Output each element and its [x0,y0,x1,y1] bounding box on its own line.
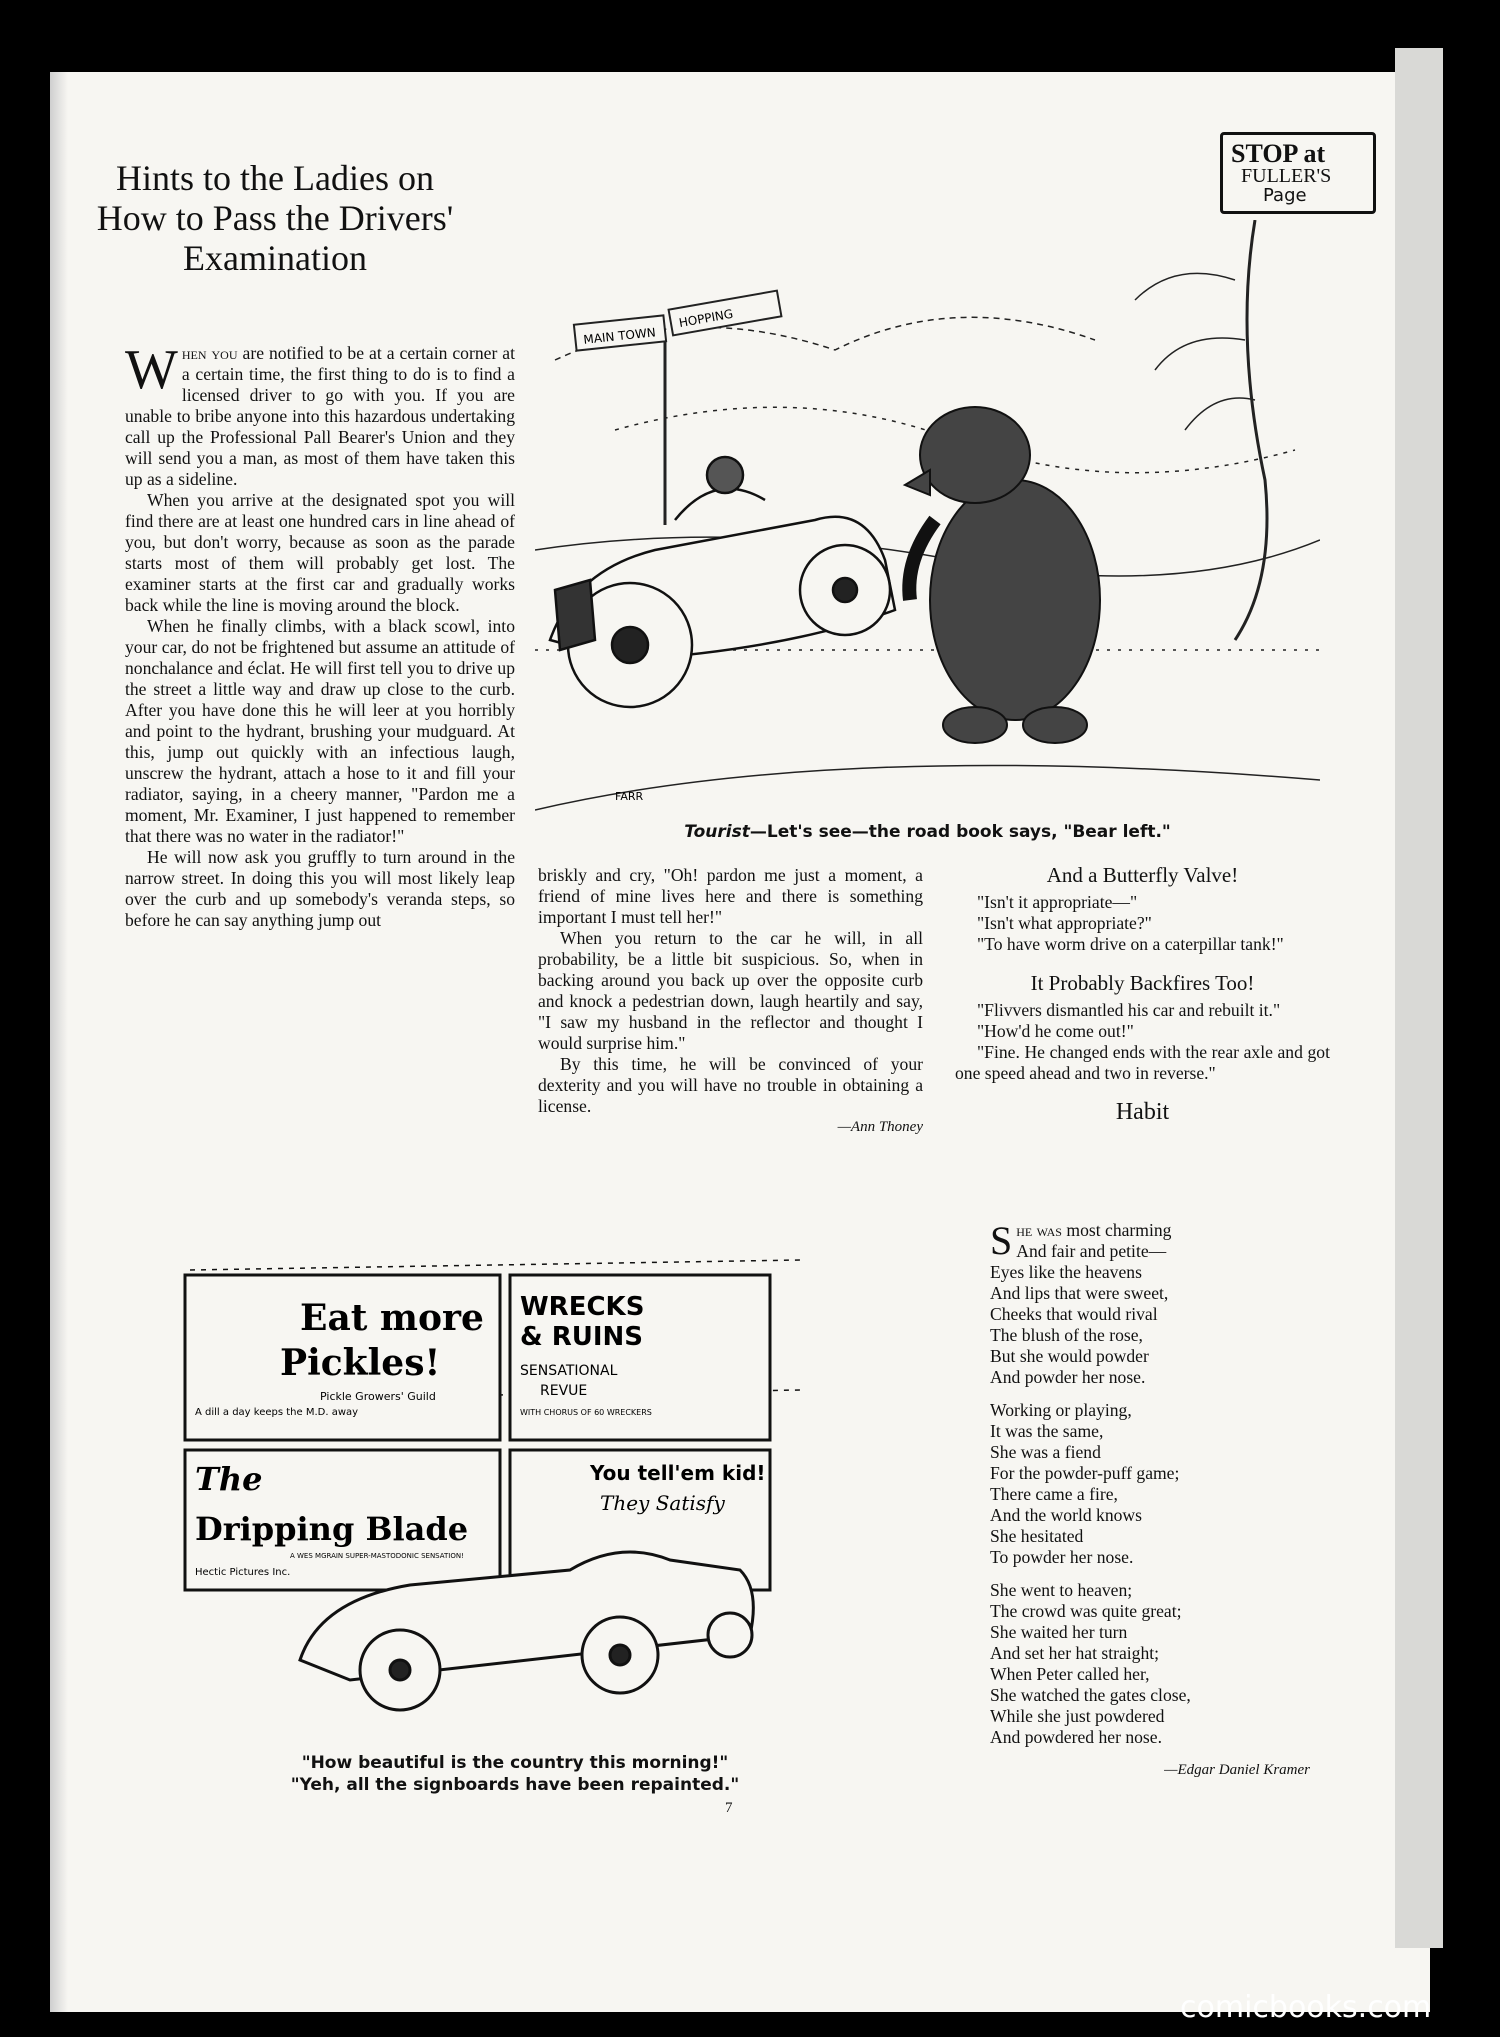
poem-line: The blush of the rose, [990,1325,1143,1345]
watermark: comicbooks.com [1180,1990,1432,2025]
poem-line: She was a fiend [990,1442,1101,1462]
article-paragraph-2: When you arrive at the designated spot you will find there are at least one hundred cars in line ahead of you, but don't worry, because as soon as the parade starts most of them will probably get lost. The examiner starts at the first car and gradually works back while the line is moving around the block. [125,490,515,615]
billboard-wrecks-sub-2: REVUE [540,1383,588,1399]
article-paragraph-5: briskly and cry, "Oh! pardon me just a moment, a friend of mine lives here and there is something important I must tell her!" [538,865,923,927]
joke1-title: And a Butterfly Valve! [1046,863,1239,887]
poem-title: Habit [1115,1099,1170,1125]
page-edge [1395,48,1443,1948]
billboard-blade-title-2: Dripping Blade [195,1510,469,1548]
sign-main-town: MAIN TOWN [582,325,657,347]
joke1-line-2: "Isn't what appropriate?" [977,913,1152,933]
poem-line: But she would powder [990,1346,1149,1366]
billboard-wrecks-sub-1: SENSATIONAL [520,1363,618,1379]
joke2-line-1: "Flivvers dismantled his car and rebuilt it." [977,1000,1281,1020]
joke2-line-3: "Fine. He changed ends with the rear axle and got one speed ahead and two in reverse." [955,1042,1330,1083]
article-lead-smallcaps: hen you [181,343,238,363]
poem-line: And powder her nose. [990,1367,1146,1387]
poem-line: Cheeks that would rival [990,1304,1158,1324]
joke2-title: It Probably Backfires Too! [1030,971,1255,995]
stamp-line-1: STOP at [1231,139,1326,168]
bear-cartoon-caption [535,822,1320,842]
article-column-1 [125,339,516,931]
article-title: Hints to the Ladies on How to Pass the Drivers' Examination [96,158,454,278]
signpost [574,291,782,351]
billboard-pickles-title-2: Pickles! [280,1342,441,1384]
article-paragraph-3: When he finally climbs, with a black scowl, into your car, do not be frightened but assume an attitude of nonchalance and éclat. He will first tell you to drive up the street a little way and draw up close to the curb. After you have done this he will leer at you horribly and point to the hydrant, brushing your mudguard. At this, jump out quickly with an infectious laugh, unscrew the hydrant, attach a hose to it and fill your radiator, saying, in a cheery manner, "Pardon me a moment, Mr. Examiner, I just happened to remember that there was no water in the radiator!" [125,616,515,846]
poem-line: While she just powdered [990,1706,1165,1726]
jokes-column [955,865,1330,1129]
poem-dropcap: S [990,1218,1013,1263]
poem-line: She hesitated [990,1526,1084,1546]
sign-hopping: HOPPING [677,306,735,331]
poem-line: The crowd was quite great; [990,1601,1182,1621]
poem-line: For the powder-puff game; [990,1463,1180,1483]
billboard-blade-title-1: The [195,1460,263,1498]
poem-line: She watched the gates close, [990,1685,1191,1705]
poem-line: Working or playing, [990,1400,1132,1420]
poem-line: And set her hat straight; [990,1643,1160,1663]
poem-line: She waited her turn [990,1622,1128,1642]
poem-line: To powder her nose. [990,1547,1134,1567]
joke1-line-3: "To have worm drive on a caterpillar tank!" [977,934,1284,954]
touring-car [550,457,895,707]
poem-line: When Peter called her, [990,1664,1150,1684]
article-paragraph-6: When you return to the car he will, in all probability, be a little bit suspicious. So, when in backing around you back up over the opposite curb and knock a pedestrian down, laugh heartily and say, "I saw my husband in the reflector and thought I would surprise him." [538,928,923,1053]
poem-stanza-3 [990,1580,1310,1748]
billboard-caption-line-2: "Yeh, all the signboards have been repainted." [290,1775,740,1795]
stamp-line-3: Page [1263,185,1307,206]
poem-line: And the world knows [990,1505,1142,1525]
billboard-pickles-slogan: A dill a day keeps the M.D. away [195,1407,359,1418]
billboard-pickles-guild: Pickle Growers' Guild [320,1390,436,1403]
page-spine-shadow [50,72,68,2012]
article-lead-rest: are notified to be at a certain corner at a certain time, the first thing to do is to find a licensed driver to go with you. If you are unable to bribe anyone into this hazardous undertaking call up the Professional Pall Bearer's Union and they will send you a man, as most of them have taken this up as a sideline. [125,343,516,489]
bear-caption-italic: Tourist [684,822,750,842]
billboard-wrecks-small: WITH CHORUS OF 60 WRECKERS [520,1408,652,1417]
billboard-pickles-title-1: Eat more [300,1297,484,1339]
billboard-cartoon-caption [240,1752,790,1796]
poem-line: She went to heaven; [990,1580,1133,1600]
poem-stanza-2 [990,1400,1310,1568]
poem-stanza-1 [990,1220,1310,1388]
article-paragraph-4: He will now ask you gruffly to turn around in the narrow street. In doing this you will most likely leap over the curb and up somebody's veranda steps, so before he can say anything jump out [125,847,515,930]
joke1-line-1: "Isn't it appropriate—" [977,892,1138,912]
stamp-line-2: FULLER'S [1241,165,1332,187]
poem-line: There came a fire, [990,1484,1118,1504]
poem-line: And fair and petite— [1016,1241,1167,1261]
poem-line: And powdered her nose. [990,1727,1162,1747]
poem-first-rest: most charming [1066,1220,1172,1240]
billboard-caption-line-1: "How beautiful is the country this morning!" [301,1753,729,1773]
article-column-2 [538,865,923,1138]
poem-byline: —Edgar Daniel Kramer [1164,1762,1310,1778]
poem-line: It was the same, [990,1421,1104,1441]
billboard-satisfy-title-2: They Satisfy [600,1491,725,1515]
billboard-blade-small-1: A WES MGRAIN SUPER-MASTODONIC SENSATION! [290,1552,464,1560]
billboard-wrecks-title-1: WRECKS [520,1292,645,1322]
billboard-cartoon-illustration [150,1240,850,1730]
bear-caption-rest: —Let's see—the road book says, "Bear left." [749,822,1171,842]
article-paragraph-1 [125,339,516,490]
article-byline: —Ann Thoney [837,1119,923,1135]
bear [905,407,1100,743]
billboard-blade-small-2: Hectic Pictures Inc. [195,1567,291,1578]
fullers-page-stamp [1220,132,1376,214]
billboard-satisfy-title-1: You tell'em kid! [590,1461,766,1485]
article-dropcap: W [125,339,178,401]
poem-line: And lips that were sweet, [990,1283,1169,1303]
billboard-wrecks-title-2: & RUINS [520,1322,644,1352]
poem-first-smallcaps: he was [1016,1220,1062,1240]
cartoon-signature-farr: FARR [615,790,644,803]
habit-poem [990,1220,1310,1781]
page-number: 7 [725,1800,733,1816]
bear-cartoon-illustration [535,220,1320,815]
poem-line: Eyes like the heavens [990,1262,1142,1282]
joke2-line-2: "How'd he come out!" [977,1021,1134,1041]
article-paragraph-7: By this time, he will be convinced of your dexterity and you will have no trouble in obtaining a license. [538,1054,923,1116]
